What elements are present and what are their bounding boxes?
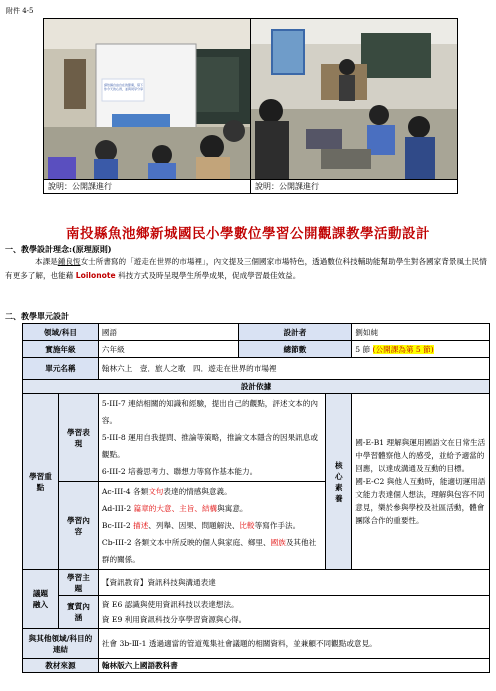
performance-item: 5-III-8 運用自我提問、推論等策略，推論文本隱含的因果訊息或觀點。 bbox=[101, 433, 318, 459]
material-source-label: 教材來源 bbox=[23, 659, 99, 673]
learning-topic-value: 【資訊教育】資訊科技與溝通表達 bbox=[98, 570, 489, 596]
slide-text: 請依據自由自在的節奏，寫下你今天的心得，並與同學分享 bbox=[104, 83, 144, 91]
connotation-item: 資 E6 認識與使用資訊科技以表達想法。 bbox=[101, 600, 239, 609]
classroom-photo-right bbox=[251, 19, 457, 179]
rationale-text-1: 本課是 bbox=[35, 257, 58, 266]
photo-caption-left: 說明：公開課進行 bbox=[44, 180, 251, 194]
core-literacy-label: 核心素養 bbox=[326, 394, 352, 570]
annex-label: 附件 4-5 bbox=[6, 7, 34, 15]
content-item: Cb-III-2 各類文本中所反映的個人與家庭、鄉里、國族及其他社群的關係。 bbox=[101, 538, 317, 564]
field-value: 國語 bbox=[98, 324, 238, 341]
content-item: Bc-III-2 描述、列舉、因果、問題解決、比較等寫作手法。 bbox=[101, 521, 301, 530]
field-label: 領域/科目 bbox=[23, 324, 99, 341]
unit-value: 翰林六上 壹．旅人之歌 四．遊走在世界的市場裡 bbox=[98, 358, 489, 380]
learning-topic-label: 學習主題 bbox=[58, 570, 98, 596]
document-title: 南投縣魚池鄉新城國民小學數位學習公開觀課教學活動設計 bbox=[66, 226, 430, 242]
rationale-text-3: 科技方式及時呈現學生所學成果，促成學習最佳效益。 bbox=[115, 271, 301, 280]
designer-value: 劉如純 bbox=[352, 324, 490, 341]
content-item: Ac-III-4 各類文句表達的情感與意義。 bbox=[101, 487, 232, 496]
unit-label: 單元名稱 bbox=[23, 358, 99, 380]
classroom-photo-left bbox=[44, 19, 250, 179]
learning-content-label: 學習內容 bbox=[58, 482, 98, 570]
designer-label: 設計者 bbox=[238, 324, 352, 341]
section-heading-rationale: 一、教學設計理念:(原理原則) bbox=[5, 244, 112, 254]
core-item: 國-E-C2 與他人互動時，能適切運用語文能力表達個人想法，理解與包容不同意見，樂於參與學校及社區活動，體會團隊合作的重要性。 bbox=[355, 477, 486, 525]
public-lesson-note: (公開課為第 5 節) bbox=[372, 344, 434, 354]
core-item: 國-E-B1 理解與運用國語文在日常生活中學習體察他人的感受，並給予適當的回應，以達成溝通及互動的目標。 bbox=[355, 438, 486, 473]
unit-design-table bbox=[22, 323, 490, 673]
author-name: 鍾良恆 bbox=[57, 257, 81, 266]
brand-loilonote: Loilonote bbox=[75, 271, 116, 280]
rationale-paragraph bbox=[5, 255, 487, 283]
periods-value-cell bbox=[352, 341, 490, 358]
periods-label: 總節數 bbox=[238, 341, 352, 358]
content-item: Ad-III-2 篇章的大意、主旨、結構與寓意。 bbox=[101, 504, 248, 513]
material-source-value: 翰林版六上國語教科書 bbox=[98, 659, 489, 673]
photo-table bbox=[43, 18, 458, 194]
grade-label: 實施年級 bbox=[23, 341, 99, 358]
periods-value: 5 節 bbox=[355, 344, 371, 354]
grade-value: 六年級 bbox=[98, 341, 238, 358]
connotation-cell bbox=[98, 596, 489, 629]
connotation-label: 實質內涵 bbox=[58, 596, 98, 629]
learning-key-label: 學習重點 bbox=[23, 394, 59, 570]
classroom-photo-right-image bbox=[251, 19, 457, 179]
rationale-text-2: 女士所書寫的「遊走在世界的市場裡」，內文提及三個國家市場特色，透過數位科技輔助能幫助學生對各國家背景風土民情有更多了解，也能藉 bbox=[5, 257, 487, 280]
learning-content-cell bbox=[98, 482, 325, 570]
photo-caption-right: 說明：公開課進行 bbox=[251, 180, 458, 194]
issue-integration-label: 議題融入 bbox=[23, 570, 59, 629]
core-literacy-cell bbox=[352, 394, 490, 570]
classroom-photo-left-image bbox=[44, 19, 250, 179]
cross-field-link-label: 與其他領域/科目的連結 bbox=[23, 629, 99, 659]
learning-performance-label: 學習表現 bbox=[58, 394, 98, 482]
performance-item: 6-III-2 培養思考力、聯想力等寫作基本能力。 bbox=[101, 467, 258, 476]
connotation-item: 資 E9 利用資訊科技分享學習資源與心得。 bbox=[101, 615, 247, 624]
cross-field-link-value: 社會 3b-Ⅲ-1 透過適當的管道蒐集社會議題的相關資料，並兼顧不同觀點或意見。 bbox=[98, 629, 489, 659]
design-basis-header: 設計依據 bbox=[23, 380, 490, 394]
section-heading-unit: 二、教學單元設計 bbox=[5, 311, 69, 321]
learning-performance-cell bbox=[98, 394, 325, 482]
performance-item: 5-III-7 連結相關的知識和經驗，提出自己的觀點，評述文本的內容。 bbox=[101, 399, 318, 425]
